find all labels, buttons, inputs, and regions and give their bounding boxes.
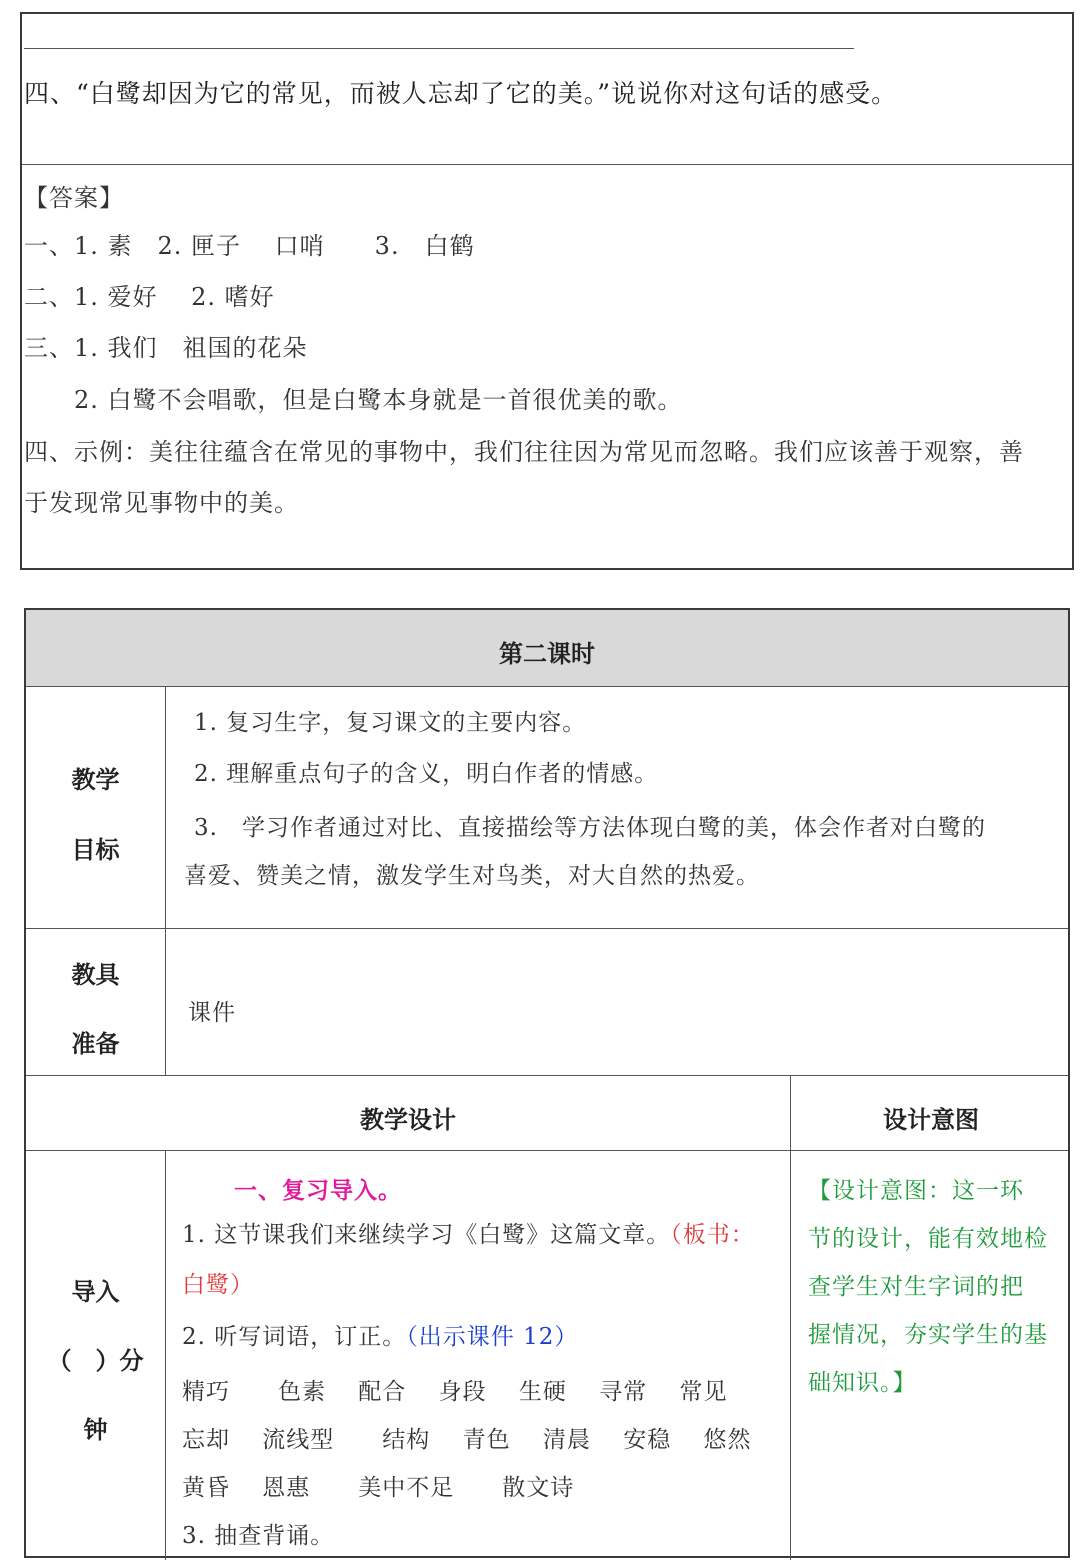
- lesson-plan-table: [24, 608, 1070, 1558]
- answer-line-4: 2. 白鹭不会唱歌，但是白鹭本身就是一首很优美的歌。: [74, 386, 683, 414]
- word-row-1: 精巧 色素 配合 身段 生硬 寻常 常见: [182, 1379, 728, 1405]
- tools-label-1: 教具: [71, 961, 120, 989]
- step-1-text: 1. 这节课我们来继续学习《白鹭》这篇文章。: [182, 1222, 671, 1248]
- row-line: [26, 686, 1068, 687]
- goal-1: 1. 复习生字，复习课文的主要内容。: [194, 710, 587, 736]
- intent-line-3: 查学生对生字词的把: [808, 1274, 1024, 1300]
- lesson-title: 第二课时: [499, 640, 595, 668]
- divider: [22, 164, 1072, 165]
- answer-line-3: 三、1. 我们 祖国的花朵: [24, 334, 308, 362]
- courseware-note: （出示课件 12）: [406, 1324, 579, 1350]
- row-line: [26, 1075, 1068, 1076]
- intro-label: 导入: [71, 1278, 120, 1306]
- answer-line: [24, 48, 854, 49]
- question-four: 四、“白鹭却因为它的常见，而被人忘却了它的美。”说说你对这句话的感受。: [24, 79, 898, 108]
- intro-minutes: （ ）分: [47, 1347, 144, 1375]
- col-line: [165, 1150, 166, 1560]
- goal-3-cont: 喜爱、赞美之情，激发学生对鸟类，对大自然的热爱。: [184, 863, 760, 889]
- section-title: 一、复习导入。: [234, 1178, 402, 1204]
- answer-box: [20, 12, 1074, 570]
- board-note: （板书：: [670, 1222, 755, 1248]
- col-line: [790, 1075, 791, 1560]
- intent-line-5: 础知识。】: [808, 1370, 917, 1396]
- goal-2: 2. 理解重点句子的含义，明白作者的情感。: [194, 761, 659, 787]
- intent-line-1: 【设计意图：这一环: [808, 1178, 1024, 1204]
- row-line: [26, 928, 1068, 929]
- tools-label-2: 准备: [71, 1030, 120, 1058]
- goals-label-1: 教学: [71, 766, 120, 794]
- answer-line-6: 于发现常见事物中的美。: [24, 489, 299, 517]
- answer-heading: 【答案】: [24, 184, 124, 212]
- word-row-3: 黄昏 恩惠 美中不足 散文诗: [182, 1475, 575, 1501]
- goal-3: 3. 学习作者通过对比、直接描绘等方法体现白鹭的美，体会作者对白鹭的: [194, 815, 986, 841]
- step-2-text: 2. 听写词语，订正。: [182, 1324, 407, 1350]
- row-line: [26, 1150, 1068, 1151]
- goals-label-2: 目标: [71, 836, 120, 864]
- col-line: [165, 686, 166, 1075]
- intent-line-4: 握情况，夯实学生的基: [808, 1322, 1048, 1348]
- tools-value: 课件: [188, 1000, 236, 1026]
- answer-line-1: 一、1. 素 2. 匣子 口哨 3. 白鹤: [24, 232, 475, 260]
- step-2: [182, 1318, 578, 1351]
- answer-line-2: 二、1. 爱好 2. 嗜好: [24, 283, 275, 311]
- answer-line-5: 四、示例：美往往蕴含在常见的事物中，我们往往因为常见而忽略。我们应该善于观察，善: [24, 438, 1024, 466]
- intro-minutes-unit: 钟: [83, 1416, 108, 1444]
- step-1: [182, 1216, 755, 1249]
- word-row-2: 忘却 流线型 结构 青色 清晨 安稳 悠然: [182, 1427, 752, 1453]
- intent-line-2: 节的设计，能有效地检: [808, 1226, 1048, 1252]
- step-3: 3. 抽查背诵。: [182, 1523, 335, 1549]
- intent-header: 设计意图: [883, 1106, 979, 1134]
- design-header: 教学设计: [360, 1106, 456, 1134]
- board-note-cont: 白鹭）: [182, 1272, 254, 1298]
